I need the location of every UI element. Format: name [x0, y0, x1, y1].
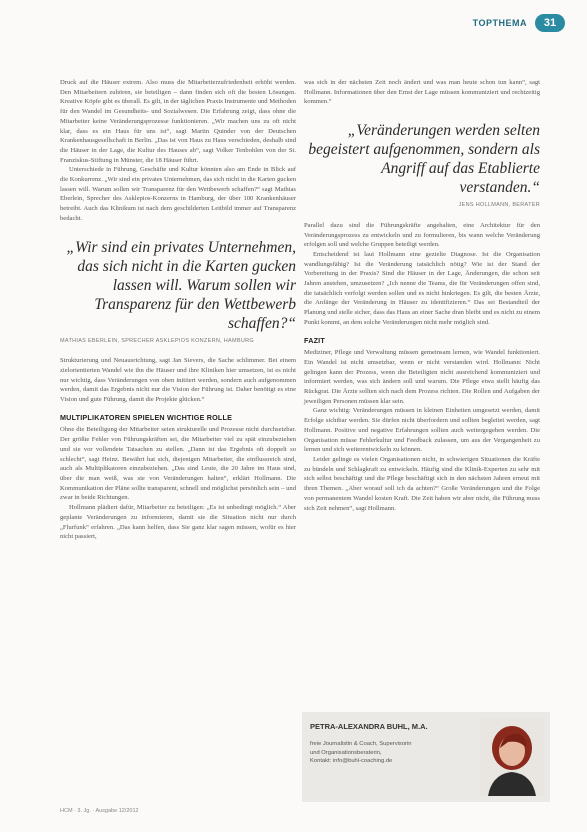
left-column — [60, 78, 296, 542]
paragraph: Mediziner, Pflege und Verwaltung müssen gemeinsam lernen, wie Wandel funktioniert. Ein Wandel ist nicht umsetzbar, wenn er nicht verstanden wird. Hollmann: Nicht gelingen kann der Prozess, wenn die Beteiligten nicht ausreichend kommuniziert und informiert werden, was sich ändern soll und warum. Die Pflege etwa stellt häufig das Rückgrat. Die Ärzte sollten sich nach dem Prozess richten. Die Rollen und Aufgaben der jeweiligen Personen müssen klar sein. — [304, 349, 540, 405]
page-number-badge: 31 — [535, 14, 565, 32]
author-contact: Kontakt: info@buhl-coaching.de — [310, 758, 393, 764]
section-label: TOPTHEMA — [472, 18, 527, 28]
paragraph: Druck auf die Häuser extrem. Also muss die Mitarbeiterzufriedenheit erhöht werden. Den Mitarbeitern zuhören, sie beteiligen – dann finden sich oft die besten Lösungen. Kreative Köpfe gibt es überall. Es gilt, in der täglichen Praxis Instrumente und Methoden für den Wandel im Gesundheits- und Sozialwesen. Die Erfahrung zeigt, dass ohne die Mitarbeiter keine Veränderungsprozesse funktionieren. „Wir machen uns zu oft nicht klar, dass es ein Haus für uns ist“, sagt Martin Quinder von der Deutschen Krankenhausgesellschaft in Berlin. „Das ist von Haus zu Haus verschieden, deshalb sind die Häuser in der Lage, die Kultur des Hauses ab“, sagt Volker Tenbohlen von der St. Franziskus-Stiftung in Münster, die 18 Häuser führt. — [60, 79, 296, 164]
right-column — [304, 78, 540, 513]
pull-quote-source: MATHIAS EBERLEIN, SPRECHER ASKLEPIOS KONZERN, HAMBURG — [60, 337, 254, 344]
page-footer: HCM · 3. Jg. · Ausgabe 12/2012 — [60, 808, 139, 814]
author-bio — [310, 740, 460, 766]
paragraph: was sich in der nächsten Zeit noch ändert und was man heute schon tun kann“, sagt Hollmann. Informationen über den Ernst der Lage müssen kommuniziert und rechtzeitig kommen.“ — [304, 79, 540, 106]
author-name: PETRA-ALEXANDRA BUHL, M.A. — [310, 722, 428, 731]
paragraph: Strukturierung und Neuausrichtung, sagt Jan Sievers, die Sache schlimmer. Bei einem zielorientierten Wandel wie ihn die Häuser und ihre Kliniken hier umsetzen, ist es nicht nur wichtig, dass Veränderungen von oben initiiert werden, sondern auch aufgenommen werden, damit das Ergebnis nicht nur die Vision der Führung ist. Daher benötigt es eine Vision und gute Führung, damit die Projekte glücken.“ — [60, 357, 296, 404]
paragraph: Parallel dazu sind die Führungskräfte angehalten, eine Architektur für den Veränderungsprozess zu entwickeln und zu formulieren, bis wann welche Veränderung erfolgen soll und welche Gruppen beteiligt werden. — [304, 221, 540, 249]
pull-quote-source: JENS HOLLMANN, BERATER — [458, 202, 540, 209]
pull-quote-text: „Veränderungen werden selten begeistert aufgenommen, sondern als Angriff auf das Etablierte verstanden.“ — [308, 122, 540, 197]
paragraph: Entscheidend ist laut Hollmann eine gezielte Diagnose. Ist die Organisation wandlungsfähig? Ist die Veränderung tatsächlich nötig? Wie ist der Stand der Vorbereitung in der Praxis? Sind die Häuser in der Lage, Änderungen, die schon seit Jahren anstehen, umzusetzen? „Ich nenne die Teams, die für Veränderungen offen sind, die tatsächlich verfolgt werden sollen und es nicht hinkriegen. Es gilt, die besten Ärzte, die Anfänge der Veränderung in Häuser zu identifizieren.“ Das sei Bestandteil der Planung und stelle sicher, dass das Haus an einer Sache dran bleibt und es nicht zu einem Punkt kommt, an dem solche Veränderungen nicht mehr möglich sind. — [304, 250, 540, 326]
section-heading: MULTIPLIKATOREN SPIELEN WICHTIGE ROLLE — [60, 412, 233, 422]
pull-quote — [304, 121, 540, 211]
section-heading: FAZIT — [304, 335, 325, 345]
author-box — [302, 712, 550, 802]
paragraph: Unterschiede in Führung, Geschäfte und Kultur könnten also am Ende in Blick auf die Konkurrenz. „Wir sind ein privates Unternehmen, das sich nicht in die Karten gucken lassen will. Warum sollen wir Transparenz für den Wettbewerb schaffen?“ sagt Mathias Eberlein, Sprecher des Asklepios-Konzerns in Hamburg, der über 100 Krankenhäuser betreibt. Auch das Klinikum ist nach dem geschilderten Leitbild immer auf Transparenz bedacht. — [60, 166, 296, 222]
author-bio-line: freie Journalistin & Coach, Supervisorin — [310, 741, 412, 747]
paragraph: Leider gelinge es vielen Organisationen nicht, in schwierigen Situationen die Kräfte zu bündeln und Schlagkraft zu entwickeln. Häufig sind die Klinik-Experten zu sehr mit sich selbst beschäftigt und die Pflege beschäftigt sich in den nächsten Jahren erneut mit ihren Themen. „Aber worauf soll ich da achten?“ Große Veränderungen und die Folge von permanentem Wandel kosten Kraft. Die Zeit haben wir aber nicht, die Führung muss sich Zeit nehmen“, sagt Hollmann. — [304, 455, 540, 512]
paragraph: Hollmann plädiert dafür, Mitarbeiter zu beteiligen: „Es ist unbedingt möglich.“ Aber geplante Veränderungen zu informieren, damit sie die Situation nicht nur durch „Flurfunk“ erfahren. „Das kann helfen, dass Sie ganz klar sagen müssen, wofür es hier nicht passiert, — [60, 504, 296, 541]
author-bio-line: und Organisationsberaterin, — [310, 749, 382, 756]
paragraph: Ganz wichtig: Veränderungen müssen in kleinen Einheiten umgesetzt werden, damit Erfolge sichtbar werden. Sie dürfen nicht überfordern und sollten begleitet werden, sagt Hollmann. Positive und negative Erfahrungen sollten auch weitergegeben werden. Die Organisation müsse Fehlerkultur und Feedback zulassen, um aus der Vergangenheit zu lernen und sich weiterentwickeln zu können. — [304, 407, 540, 454]
page-header — [0, 0, 587, 40]
pull-quote — [60, 238, 296, 347]
paragraph: Ohne die Beteiligung der Mitarbeiter seien strukturelle und Prozesse nicht durchsetzbar. Der größte Fehler von Führungskräften sei, die Mitarbeiter viel zu spät einzubeziehen und sie vor vollendete Tatsachen zu stellen. „Dann ist das Ergebnis oft doppelt so schlecht“, sagt Heinz. Bewährt hat sich, diejenigen Mitarbeiter, die einflussreich sind, auch als Multiplikatoren einzubeziehen. „Das sind Leute, die 20 Jahre im Haus sind, über die man weiß, was sie von Veränderungen halten“, erklärt Hollmann. Die Kommunikation der Pläne sollte transparent, schnell und möglichst persönlich sein – und zwar in beide Richtungen. — [60, 426, 296, 502]
pull-quote-text: „Wir sind ein privates Unternehmen, das sich nicht in die Karten gucken lassen will. Warum sollen wir Transparenz für den Wettbewerb schaffen?“ — [66, 238, 296, 332]
author-portrait — [480, 718, 544, 796]
